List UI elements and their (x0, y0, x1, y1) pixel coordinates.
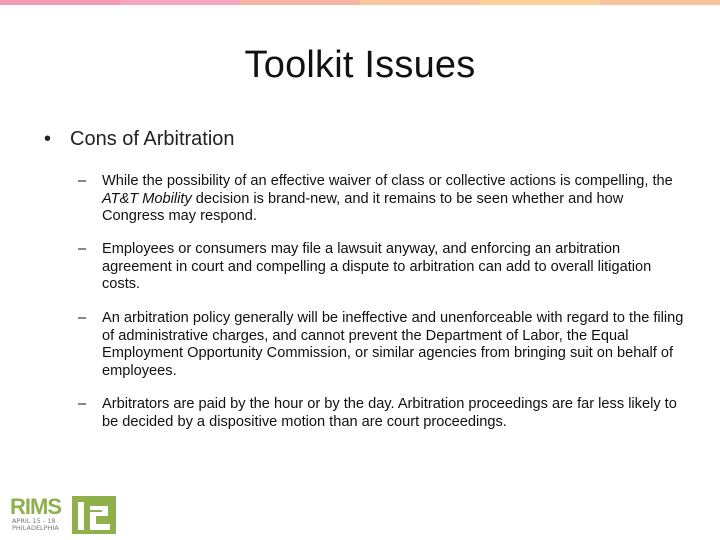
sub-bullet-3 (78, 310, 688, 380)
sub-bullet-text (102, 173, 688, 226)
top-color-bar (0, 0, 720, 5)
dash-marker: – (78, 310, 87, 326)
main-bullet-text: Cons of Arbitration (70, 128, 235, 150)
logo-date: APRIL 15 - 18 (12, 517, 56, 525)
text-part: decision is brand-new, and it remains to be seen whether and how Congress may respond. (102, 190, 624, 224)
slide-title: Toolkit Issues (244, 44, 476, 86)
dash-marker: – (78, 396, 87, 412)
sub-bullet-4 (78, 396, 688, 431)
sub-bullet-text: Arbitrators are paid by the hour or by the day. Arbitration proceedings are far less likely to be decided by a dispositive motion than are court proceedings. (102, 396, 677, 430)
logo-event-text (12, 518, 59, 532)
sub-bullet-text: Employees or consumers may file a lawsuit anyway, and enforcing an arbitration agreement in court and compelling a dispute to arbitration can add to overall litigation costs. (102, 241, 652, 292)
logo-12-mark (72, 494, 116, 534)
sub-bullet-text: An arbitration policy generally will be ineffective and unenforceable with regard to the filing of administrative charges, and cannot prevent the Department of Labor, the Equal Employment Opportunity Commission, or similar agencies from bringing suit on behalf of employees. (102, 310, 684, 379)
logo-city: PHILADELPHIA (12, 524, 59, 532)
main-bullet (44, 128, 235, 151)
bullet-dot: • (44, 128, 52, 150)
italic-text: AT&T Mobility (102, 190, 192, 207)
color-segment (600, 0, 720, 5)
color-segment (360, 0, 480, 5)
color-segment (240, 0, 360, 5)
sub-bullet-1 (78, 173, 688, 226)
color-segment (120, 0, 240, 5)
text-part: While the possibility of an effective waiver of class or collective actions is compelling, the (102, 173, 673, 189)
dash-marker: – (78, 241, 87, 257)
logo-brand: RIMS (10, 494, 61, 519)
color-segment (0, 0, 120, 5)
color-segment (480, 0, 600, 5)
sub-bullet-2 (78, 241, 688, 294)
dash-marker: – (78, 173, 87, 189)
rims-logo (10, 494, 120, 538)
